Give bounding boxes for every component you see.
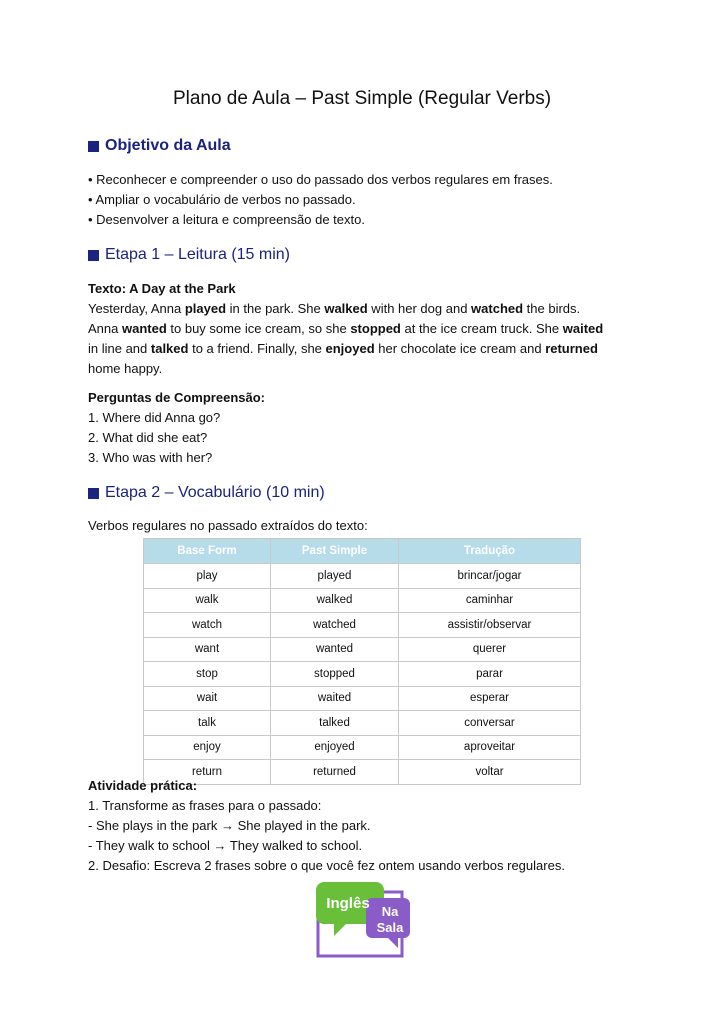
table-cell: watched [271, 613, 399, 638]
table-cell: wait [144, 686, 271, 711]
logo-word-sala: Sala [376, 920, 404, 935]
ingles-na-sala-logo [314, 880, 414, 960]
list-item: 1. Transforme as frases para o passado: [88, 798, 322, 813]
questions-title: Perguntas de Compreensão: [88, 390, 265, 405]
text-fragment: in the park. She [226, 301, 325, 316]
reading-line: home happy. [88, 361, 163, 376]
table-cell: talked [271, 711, 399, 736]
table-row [144, 637, 581, 662]
objetivo-bullets [88, 170, 648, 230]
table-cell: wanted [271, 637, 399, 662]
text-fragment: in line and [88, 341, 151, 356]
section-etapa1-heading [88, 246, 290, 264]
text-fragment: to buy some ice cream, so she [166, 321, 351, 336]
table-row [144, 662, 581, 687]
list-item: 2. What did she eat? [88, 430, 208, 445]
table-cell: talk [144, 711, 271, 736]
table-cell: watch [144, 613, 271, 638]
table-cell: brincar/jogar [399, 564, 581, 589]
column-header: Base Form [144, 539, 271, 564]
logo-word-na: Na [381, 904, 399, 919]
list-item: • Desenvolver a leitura e compreensão de texto. [88, 212, 365, 227]
reading-title: Texto: A Day at the Park [88, 281, 236, 296]
page-title: Plano de Aula – Past Simple (Regular Verbs) [172, 88, 552, 109]
bold-verb: played [184, 301, 227, 316]
bold-verb: stopped [350, 321, 401, 336]
section-etapa2-heading [88, 484, 325, 502]
table-row [144, 735, 581, 760]
table-cell: return [144, 760, 271, 785]
atividade-title: Atividade prática: [88, 778, 198, 793]
list-item: 2. Desafio: Escreva 2 frases sobre o que você fez ontem usando verbos regulares. [88, 858, 565, 873]
table-row [144, 613, 581, 638]
table-cell: caminhar [399, 588, 581, 613]
column-header: Tradução [399, 539, 581, 564]
table-cell: returned [271, 760, 399, 785]
bold-verb: walked [324, 301, 368, 316]
table-cell: conversar [399, 711, 581, 736]
atividade-pratica [88, 776, 648, 876]
bold-verb: enjoyed [325, 341, 375, 356]
list-item: - She plays in the park → She played in the park. [88, 818, 371, 833]
bold-verb: returned [545, 341, 598, 356]
table-cell: assistir/observar [399, 613, 581, 638]
table-row [144, 564, 581, 589]
reading-text [88, 279, 648, 379]
text-fragment: Yesterday, Anna [88, 301, 185, 316]
text-fragment: with her dog and [367, 301, 472, 316]
table-cell: want [144, 637, 271, 662]
section-objetivo-heading [88, 137, 231, 155]
bold-verb: waited [562, 321, 604, 336]
vocab-intro: Verbos regulares no passado extraídos do texto: [88, 518, 368, 533]
square-bullet-icon [88, 488, 99, 499]
table-cell: played [271, 564, 399, 589]
logo-word-ingles: Inglês [326, 895, 370, 912]
list-item: - They walk to school → They walked to school. [88, 838, 363, 853]
text-fragment: Etapa 2 – Vocabulário (10 min) [105, 484, 325, 501]
table-cell: stopped [271, 662, 399, 687]
table-cell: parar [399, 662, 581, 687]
table-cell: aproveitar [399, 735, 581, 760]
table-cell: walked [271, 588, 399, 613]
table-header-row [144, 539, 581, 564]
list-item: • Reconhecer e compreender o uso do passado dos verbos regulares em frases. [88, 172, 553, 187]
square-bullet-icon [88, 141, 99, 152]
reading-line [88, 299, 648, 319]
text-fragment: at the ice cream truck. She [400, 321, 563, 336]
bold-verb: wanted [121, 321, 167, 336]
text-fragment: the birds. [523, 301, 581, 316]
table-cell: waited [271, 686, 399, 711]
bold-verb: watched [471, 301, 524, 316]
text-fragment: to a friend. Finally, she [188, 341, 326, 356]
list-item: 1. Where did Anna go? [88, 410, 221, 425]
table-row [144, 588, 581, 613]
comprehension-questions [88, 388, 648, 468]
table-cell: querer [399, 637, 581, 662]
table-row [144, 686, 581, 711]
table-cell: enjoy [144, 735, 271, 760]
table-cell: walk [144, 588, 271, 613]
table-cell: voltar [399, 760, 581, 785]
table-cell: enjoyed [271, 735, 399, 760]
vocabulary-table [143, 538, 581, 785]
square-bullet-icon [88, 250, 99, 261]
reading-line [88, 339, 648, 359]
text-fragment: Etapa 1 – Leitura (15 min) [105, 246, 290, 263]
table-row [144, 711, 581, 736]
bold-verb: talked [150, 341, 189, 356]
text-fragment: Objetivo da Aula [105, 137, 231, 154]
table-cell: play [144, 564, 271, 589]
reading-line [88, 319, 648, 339]
list-item: • Ampliar o vocabulário de verbos no passado. [88, 192, 356, 207]
table-cell: stop [144, 662, 271, 687]
text-fragment: her chocolate ice cream and [374, 341, 546, 356]
table-cell: esperar [399, 686, 581, 711]
column-header: Past Simple [271, 539, 399, 564]
text-fragment: Anna [88, 321, 122, 336]
list-item: 3. Who was with her? [88, 450, 213, 465]
